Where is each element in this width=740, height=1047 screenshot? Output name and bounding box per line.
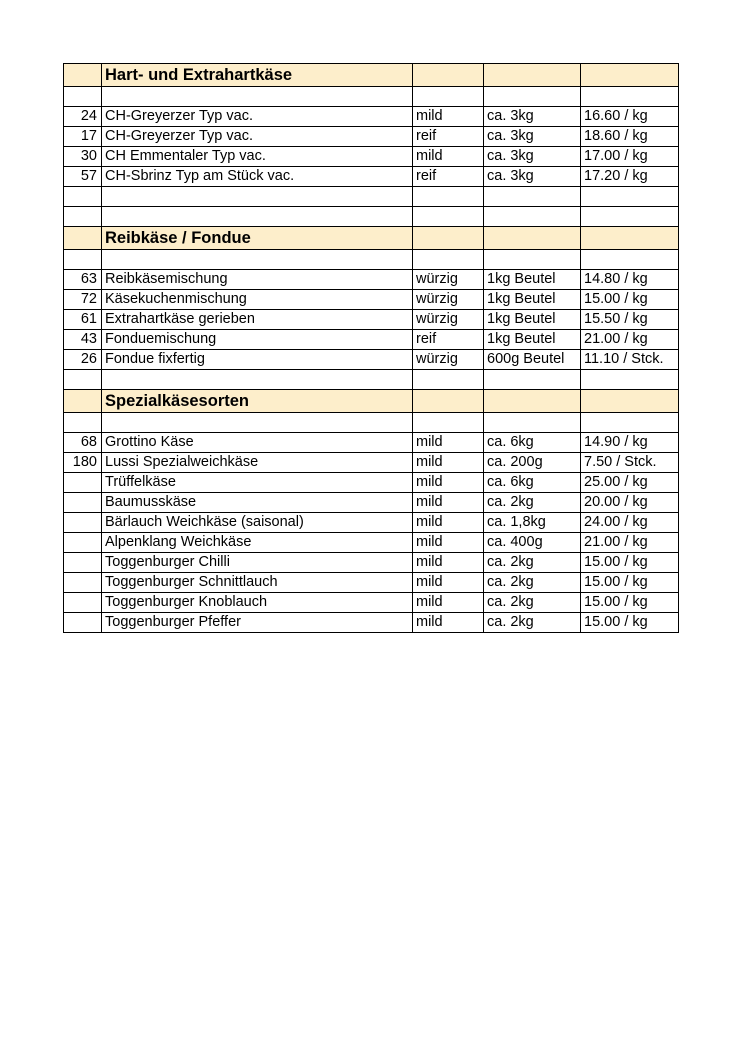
package-size: ca. 3kg (484, 107, 581, 127)
price: 21.00 / kg (581, 533, 679, 553)
section-number-cell (64, 227, 102, 250)
section-title: Hart- und Extrahartkäse (102, 64, 413, 87)
price: 20.00 / kg (581, 493, 679, 513)
empty-cell (581, 87, 679, 107)
table-row (64, 573, 679, 593)
table-row (64, 127, 679, 147)
package-size: ca. 1,8kg (484, 513, 581, 533)
empty-cell (102, 250, 413, 270)
price: 14.90 / kg (581, 433, 679, 453)
article-number: 30 (64, 147, 102, 167)
table-row (64, 473, 679, 493)
article-number: 63 (64, 270, 102, 290)
price: 21.00 / kg (581, 330, 679, 350)
price: 11.10 / Stck. (581, 350, 679, 370)
table-row (64, 613, 679, 633)
empty-cell (413, 370, 484, 390)
empty-cell (64, 250, 102, 270)
package-size: ca. 2kg (484, 613, 581, 633)
empty-cell (484, 250, 581, 270)
product-name: Grottino Käse (102, 433, 413, 453)
price: 15.50 / kg (581, 310, 679, 330)
product-name: CH-Sbrinz Typ am Stück vac. (102, 167, 413, 187)
spacer-row (64, 207, 679, 227)
price: 7.50 / Stck. (581, 453, 679, 473)
article-number (64, 613, 102, 633)
article-number (64, 513, 102, 533)
empty-cell (102, 187, 413, 207)
section-empty-cell (484, 227, 581, 250)
package-size: 600g Beutel (484, 350, 581, 370)
taste: würzig (413, 270, 484, 290)
empty-cell (581, 207, 679, 227)
product-name: Fonduemischung (102, 330, 413, 350)
package-size: ca. 400g (484, 533, 581, 553)
table-row (64, 493, 679, 513)
taste: mild (413, 453, 484, 473)
product-name: Lussi Spezialweichkäse (102, 453, 413, 473)
article-number (64, 553, 102, 573)
price: 15.00 / kg (581, 553, 679, 573)
section-number-cell (64, 390, 102, 413)
product-name: Extrahartkäse gerieben (102, 310, 413, 330)
table-row (64, 513, 679, 533)
table-row (64, 290, 679, 310)
cheese-price-table (63, 63, 679, 633)
table-row (64, 167, 679, 187)
empty-cell (64, 87, 102, 107)
section-header-hartkaese (64, 64, 679, 87)
table-row (64, 270, 679, 290)
empty-cell (581, 413, 679, 433)
package-size: 1kg Beutel (484, 310, 581, 330)
taste: reif (413, 127, 484, 147)
article-number: 43 (64, 330, 102, 350)
product-name: Alpenklang Weichkäse (102, 533, 413, 553)
empty-cell (413, 413, 484, 433)
spacer-row (64, 250, 679, 270)
empty-cell (64, 370, 102, 390)
empty-cell (102, 87, 413, 107)
product-name: Trüffelkäse (102, 473, 413, 493)
price: 25.00 / kg (581, 473, 679, 493)
empty-cell (581, 187, 679, 207)
section-empty-cell (581, 227, 679, 250)
empty-cell (102, 207, 413, 227)
price: 15.00 / kg (581, 573, 679, 593)
package-size: 1kg Beutel (484, 290, 581, 310)
table-row (64, 330, 679, 350)
article-number (64, 473, 102, 493)
package-size: 1kg Beutel (484, 330, 581, 350)
table-row (64, 350, 679, 370)
empty-cell (102, 370, 413, 390)
table-row (64, 453, 679, 473)
package-size: ca. 2kg (484, 553, 581, 573)
price: 24.00 / kg (581, 513, 679, 533)
empty-cell (413, 87, 484, 107)
spacer-row (64, 413, 679, 433)
price: 17.00 / kg (581, 147, 679, 167)
price: 15.00 / kg (581, 593, 679, 613)
article-number (64, 573, 102, 593)
taste: mild (413, 493, 484, 513)
section-empty-cell (484, 64, 581, 87)
package-size: ca. 3kg (484, 147, 581, 167)
section-empty-cell (413, 390, 484, 413)
price-list-sheet (63, 63, 678, 633)
price: 17.20 / kg (581, 167, 679, 187)
taste: würzig (413, 310, 484, 330)
empty-cell (484, 207, 581, 227)
spacer-row (64, 187, 679, 207)
product-name: Reibkäsemischung (102, 270, 413, 290)
taste: mild (413, 433, 484, 453)
article-number: 72 (64, 290, 102, 310)
price: 15.00 / kg (581, 613, 679, 633)
empty-cell (64, 187, 102, 207)
empty-cell (64, 413, 102, 433)
product-name: Toggenburger Schnittlauch (102, 573, 413, 593)
package-size: ca. 2kg (484, 493, 581, 513)
section-title: Reibkäse / Fondue (102, 227, 413, 250)
package-size: ca. 3kg (484, 127, 581, 147)
table-row (64, 147, 679, 167)
empty-cell (581, 370, 679, 390)
article-number: 61 (64, 310, 102, 330)
empty-cell (484, 87, 581, 107)
taste: mild (413, 533, 484, 553)
product-name: CH-Greyerzer Typ vac. (102, 107, 413, 127)
package-size: ca. 2kg (484, 573, 581, 593)
product-name: Bärlauch Weichkäse (saisonal) (102, 513, 413, 533)
spacer-row (64, 370, 679, 390)
package-size: ca. 2kg (484, 593, 581, 613)
taste: mild (413, 513, 484, 533)
table-row (64, 433, 679, 453)
product-name: Fondue fixfertig (102, 350, 413, 370)
price: 14.80 / kg (581, 270, 679, 290)
taste: mild (413, 573, 484, 593)
taste: reif (413, 330, 484, 350)
table-row (64, 593, 679, 613)
section-empty-cell (484, 390, 581, 413)
spacer-row (64, 87, 679, 107)
package-size: ca. 6kg (484, 473, 581, 493)
product-name: Baumusskäse (102, 493, 413, 513)
article-number: 180 (64, 453, 102, 473)
empty-cell (484, 413, 581, 433)
section-empty-cell (581, 64, 679, 87)
article-number: 24 (64, 107, 102, 127)
section-empty-cell (581, 390, 679, 413)
taste: mild (413, 147, 484, 167)
table-row (64, 107, 679, 127)
taste: mild (413, 593, 484, 613)
taste: reif (413, 167, 484, 187)
package-size: ca. 200g (484, 453, 581, 473)
section-empty-cell (413, 227, 484, 250)
empty-cell (413, 207, 484, 227)
taste: würzig (413, 290, 484, 310)
product-name: CH-Greyerzer Typ vac. (102, 127, 413, 147)
empty-cell (581, 250, 679, 270)
empty-cell (413, 187, 484, 207)
section-number-cell (64, 64, 102, 87)
price: 15.00 / kg (581, 290, 679, 310)
product-name: Toggenburger Chilli (102, 553, 413, 573)
package-size: 1kg Beutel (484, 270, 581, 290)
price: 18.60 / kg (581, 127, 679, 147)
empty-cell (413, 250, 484, 270)
package-size: ca. 6kg (484, 433, 581, 453)
taste: mild (413, 613, 484, 633)
empty-cell (102, 413, 413, 433)
article-number (64, 493, 102, 513)
article-number: 26 (64, 350, 102, 370)
product-name: Käsekuchenmischung (102, 290, 413, 310)
empty-cell (484, 370, 581, 390)
section-header-reibkaese (64, 227, 679, 250)
article-number: 68 (64, 433, 102, 453)
section-empty-cell (413, 64, 484, 87)
taste: mild (413, 553, 484, 573)
section-title: Spezialkäsesorten (102, 390, 413, 413)
taste: würzig (413, 350, 484, 370)
section-header-spezialkaese (64, 390, 679, 413)
price: 16.60 / kg (581, 107, 679, 127)
product-name: Toggenburger Pfeffer (102, 613, 413, 633)
article-number (64, 593, 102, 613)
article-number: 57 (64, 167, 102, 187)
product-name: CH Emmentaler Typ vac. (102, 147, 413, 167)
article-number: 17 (64, 127, 102, 147)
product-name: Toggenburger Knoblauch (102, 593, 413, 613)
empty-cell (484, 187, 581, 207)
article-number (64, 533, 102, 553)
table-row (64, 310, 679, 330)
taste: mild (413, 107, 484, 127)
package-size: ca. 3kg (484, 167, 581, 187)
table-row (64, 553, 679, 573)
taste: mild (413, 473, 484, 493)
table-row (64, 533, 679, 553)
empty-cell (64, 207, 102, 227)
